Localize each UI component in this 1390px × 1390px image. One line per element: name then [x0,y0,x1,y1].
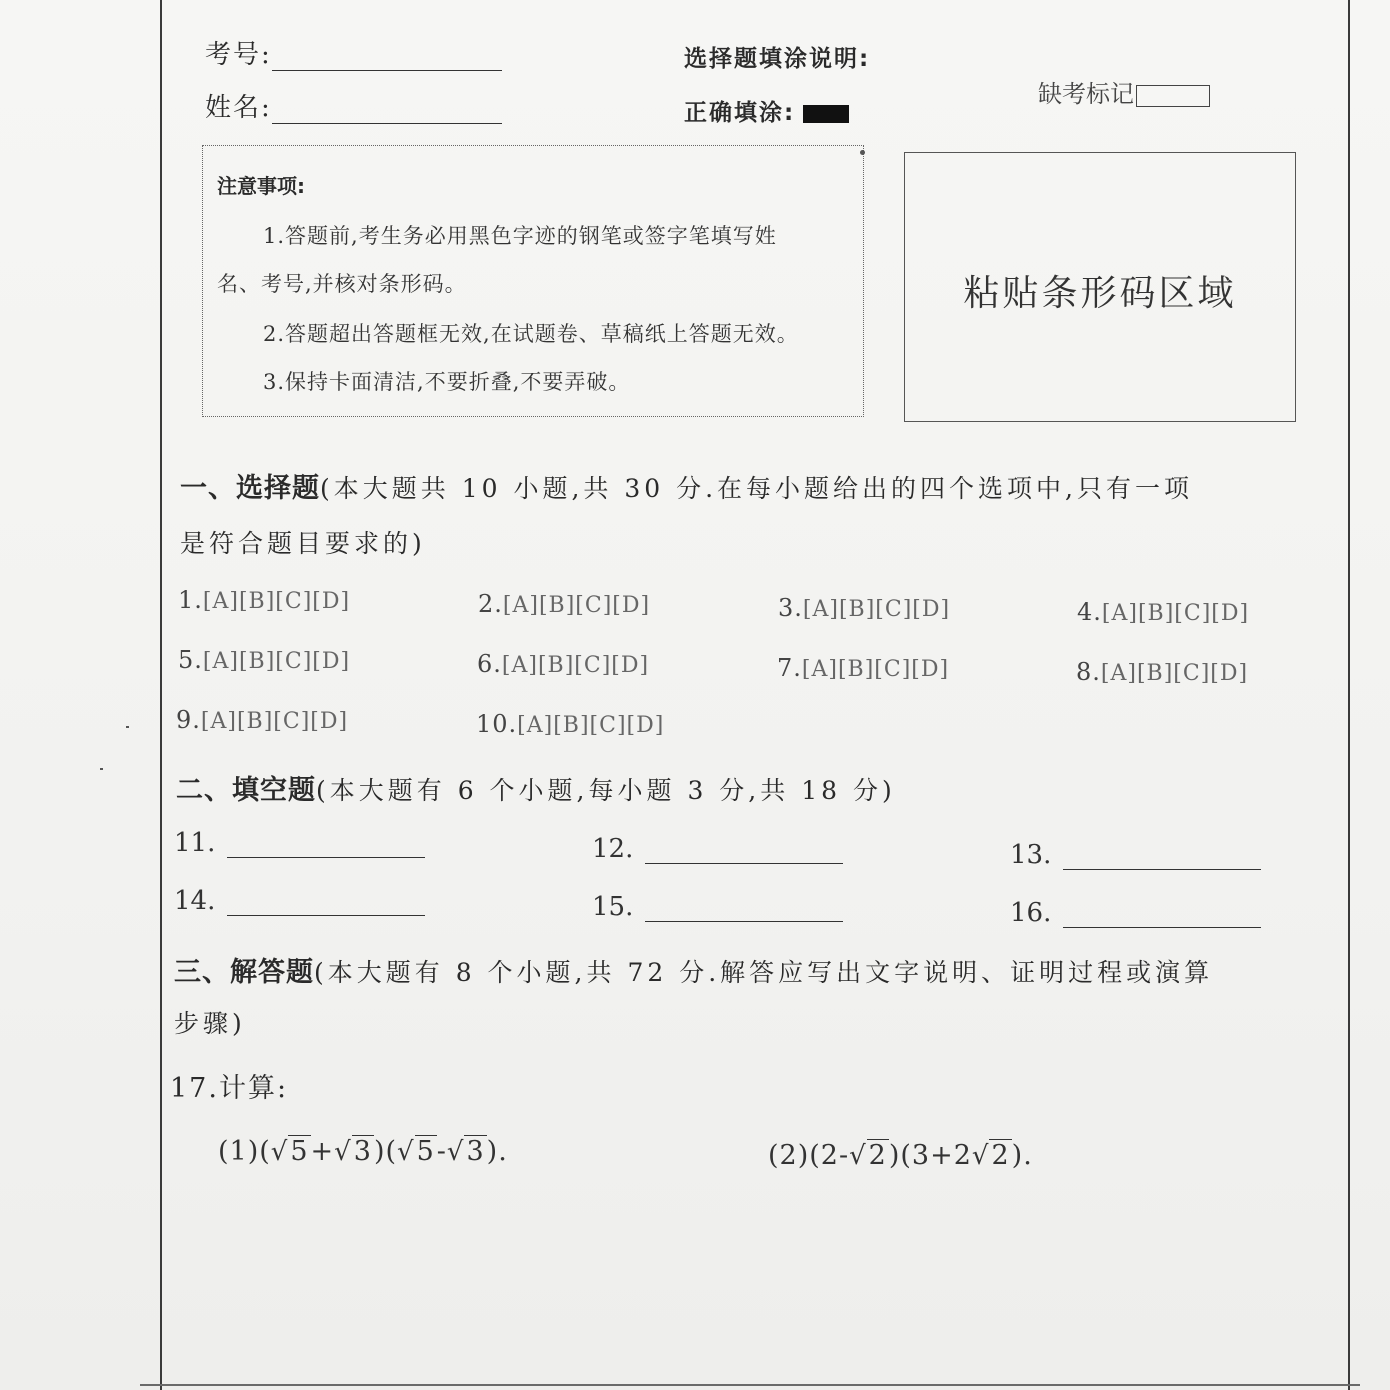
left-border [160,0,162,1390]
radicand: 5 [416,1136,435,1167]
section-3-title: 三、解答题 [174,957,314,988]
scan-speck [100,768,103,770]
exam-number-label: 考号: [205,40,272,70]
question-17-part-2 [768,1140,1033,1171]
blank-line[interactable] [1063,901,1261,928]
name-label: 姓名: [205,93,272,123]
part2-mid: )(3+2 [888,1140,972,1171]
sqrt-icon: √3 [334,1136,372,1167]
answer-options[interactable]: [A][B][C][D] [202,649,351,674]
answer-options[interactable]: [A][B][C][D] [502,593,651,618]
part1-prefix: (1)( [218,1136,271,1167]
choice-q3[interactable] [778,594,950,622]
name-field[interactable] [205,87,502,124]
section-1-desc-line-2: 是符合题目要求的) [180,529,426,558]
scan-speck [860,150,865,155]
correct-fill-row [684,94,849,127]
section-1-heading [180,466,1193,505]
choice-q10[interactable] [476,710,664,738]
bottom-border [140,1384,1360,1386]
answer-options[interactable]: [A][B][C][D] [517,713,665,738]
right-border [1348,0,1350,1390]
blank-number: 12. [592,834,634,864]
section-3-desc-line-2: 步骤) [174,1009,246,1038]
choice-q5[interactable] [178,646,350,674]
name-line[interactable] [272,97,502,124]
notice-item-2: 2.答题超出答题框无效,在试题卷、草稿纸上答题无效。 [263,322,799,346]
blank-q15[interactable] [592,892,843,922]
notice-item-3: 3.保持卡面清洁,不要折叠,不要弄破。 [263,370,631,394]
blank-line[interactable] [645,895,843,922]
blank-q11[interactable] [174,828,425,858]
question-number: 6. [477,650,502,678]
blank-q14[interactable] [174,886,425,916]
sqrt-icon: √2 [971,1140,1010,1171]
question-number: 4. [1077,598,1102,626]
sqrt-icon: √3 [446,1136,485,1167]
blank-line[interactable] [645,837,843,864]
radicand: 3 [353,1136,372,1167]
notice-item-1-line-1: 1.答题前,考生务必用黑色字迹的钢笔或签字笔填写姓 [263,224,777,248]
question-number: 8. [1076,658,1101,686]
part2-prefix: (2)(2- [768,1140,850,1171]
blank-q13[interactable] [1010,840,1261,870]
blank-line[interactable] [1063,843,1261,870]
blank-number: 11. [174,828,216,858]
blank-number: 15. [592,892,634,922]
barcode-area [904,152,1296,422]
question-number: 7. [777,654,802,682]
question-17-part-1 [218,1136,508,1167]
question-17-label: 17.计算: [170,1073,289,1104]
question-number: 10. [476,710,518,738]
question-number: 5. [178,646,203,674]
sqrt-icon: √2 [849,1140,887,1171]
blank-number: 13. [1010,840,1052,870]
absent-mark-row [1038,74,1210,109]
answer-options[interactable]: [A][B][C][D] [801,657,950,682]
answer-options[interactable]: [A][B][C][D] [200,709,349,734]
section-3-heading [174,950,1213,989]
part1-op: + [310,1136,335,1167]
choice-q8[interactable] [1076,658,1248,686]
question-number: 1. [178,586,203,614]
blank-line[interactable] [227,831,425,858]
choice-q1[interactable] [178,586,350,614]
absent-mark-label: 缺考标记 [1038,80,1134,108]
absent-mark-box[interactable] [1136,85,1210,107]
answer-options[interactable]: [A][B][C][D] [802,597,951,622]
scan-speck [126,726,129,728]
part2-suffix: ). [1011,1140,1033,1171]
filled-mark-sample [803,105,849,123]
section-1-desc-line-1: (本大题共 10 小题,共 30 分.在每小题给出的四个选项中,只有一项 [320,474,1194,503]
radicand: 2 [991,1140,1010,1171]
notice-item-1-line-2: 名、考号,并核对条形码。 [217,272,467,296]
blank-number: 14. [174,886,216,916]
radicand: 5 [290,1136,309,1167]
answer-options[interactable]: [A][B][C][D] [501,653,650,678]
choice-q4[interactable] [1077,598,1249,626]
blank-number: 16. [1010,898,1052,928]
sqrt-icon: √5 [397,1136,435,1167]
exam-number-field[interactable] [205,34,502,71]
question-number: 3. [778,594,803,622]
section-2-title: 二、填空题 [176,775,316,806]
correct-fill-label: 正确填涂: [684,100,796,126]
answer-options[interactable]: [A][B][C][D] [1101,601,1250,626]
section-2-desc: (本大题有 6 个小题,每小题 3 分,共 18 分) [316,776,896,805]
choice-instructions-title: 选择题填涂说明: [684,46,871,72]
choice-q2[interactable] [478,590,650,618]
part1-suffix: ). [486,1136,508,1167]
choice-q7[interactable] [777,654,949,682]
blank-q12[interactable] [592,834,843,864]
question-number: 2. [478,590,503,618]
blank-q16[interactable] [1010,898,1261,928]
part1-paren: )( [373,1136,398,1167]
notice-box [202,145,864,417]
sqrt-icon: √5 [270,1136,309,1167]
answer-options[interactable]: [A][B][C][D] [202,589,351,614]
blank-line[interactable] [227,889,425,916]
question-number: 9. [176,706,201,734]
choice-q6[interactable] [477,650,649,678]
exam-number-line[interactable] [272,44,502,71]
barcode-area-label: 粘贴条形码区域 [963,273,1237,314]
radicand: 2 [868,1140,887,1171]
section-2-heading [176,768,896,807]
choice-q9[interactable] [176,706,348,734]
notice-title: 注意事项: [217,174,305,198]
section-3-desc-line-1: (本大题有 8 个小题,共 72 分.解答应写出文字说明、证明过程或演算 [314,958,1214,987]
part1-op-2: - [436,1136,447,1167]
section-1-title: 一、选择题 [180,473,320,504]
answer-options[interactable]: [A][B][C][D] [1100,661,1249,686]
radicand: 3 [466,1136,485,1167]
